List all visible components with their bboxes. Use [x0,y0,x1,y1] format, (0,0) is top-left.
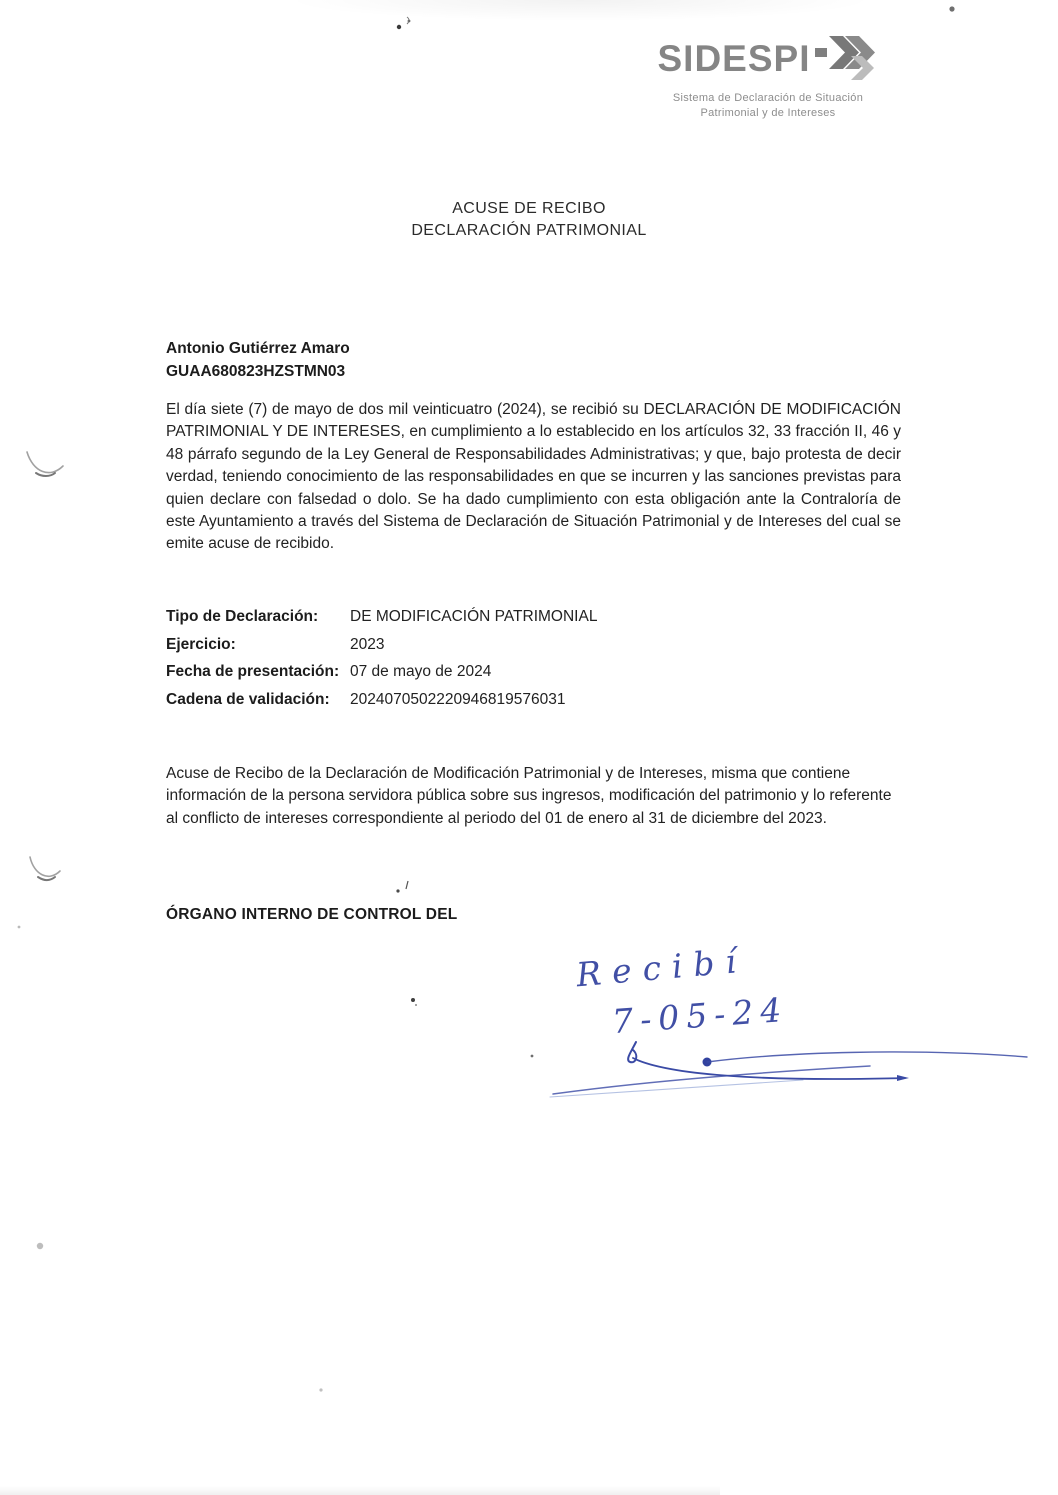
receipt-paragraph: El día siete (7) de mayo de dos mil veinticuatro (2024), se recibió su DECLARACIÓN DE MODIFICACIÓN PATRIMONIAL Y DE INTERESES, en cumplimiento a lo establecido en los artículos 32, 33 fracción II, 46 y 48 párrafo segundo de la Ley General de Responsabilidades Administrativas; y que, bajo protesta de decir verdad, teniendo conocimiento de las responsabilidades en que se incurren y las sanciones previstas para quien declare con falsedad o dolo. Se ha dado cumplimiento con esta obligación ante la Contraloría de este Ayuntamiento a través del Sistema de Declaración de Situación Patrimonial y de Intereses del cual se emite acuse de recibido. [166,401,901,553]
scan-smudge-top [230,0,930,30]
recipient-id: GUAA680823HZSTMN03 [166,363,346,380]
detail-value: 07 de mayo de 2024 [350,663,492,680]
document-title-line1: ACUSE DE RECIBO [452,200,606,217]
sidespi-tagline-line1: Sistema de Declaración de Situación [672,92,864,104]
sidespi-logo-text: SIDESPI [657,37,811,79]
recipient-name: Antonio Gutiérrez Amaro [166,340,350,357]
detail-label: Tipo de Declaración: [166,608,319,625]
detail-row-ejercicio [166,636,806,654]
detail-row-fecha [166,663,806,681]
sidespi-tagline-line2: Patrimonial y de Intereses [700,107,836,119]
handwritten-date: 7-05-24 [610,989,790,1042]
signature [535,1028,1045,1108]
detail-row-cadena [166,691,806,709]
issuer-line: ÓRGANO INTERNO DE CONTROL DEL [166,906,458,923]
handwritten-note: Recibí [574,940,749,995]
sidespi-logo [648,28,888,121]
sidespi-arrow-icon [815,28,879,89]
detail-label: Fecha de presentación: [166,663,340,680]
summary-paragraph: Acuse de Recibo de la Declaración de Modificación Patrimonial y de Intereses, misma que contiene información de la persona servidora pública sobre sus ingresos, modificación del patrimonio y lo referente al conflicto de intereses correspondiente al periodo del 01 de enero al 31 de diciembre del 2023. [166,765,892,827]
detail-row-tipo [166,608,806,626]
recipient-block [166,337,350,383]
detail-value: 2023 [350,635,385,653]
detail-value: 2024070502220946819576031 [350,690,566,708]
document-title-line2: DECLARACIÓN PATRIMONIAL [411,222,647,239]
detail-value: DE MODIFICACIÓN PATRIMONIAL [350,608,598,625]
scan-smudge-bottom [0,1486,720,1495]
detail-label: Cadena de validación: [166,690,330,708]
declaration-details [166,608,806,718]
document-title [0,198,1058,242]
detail-label: Ejercicio: [166,635,236,653]
